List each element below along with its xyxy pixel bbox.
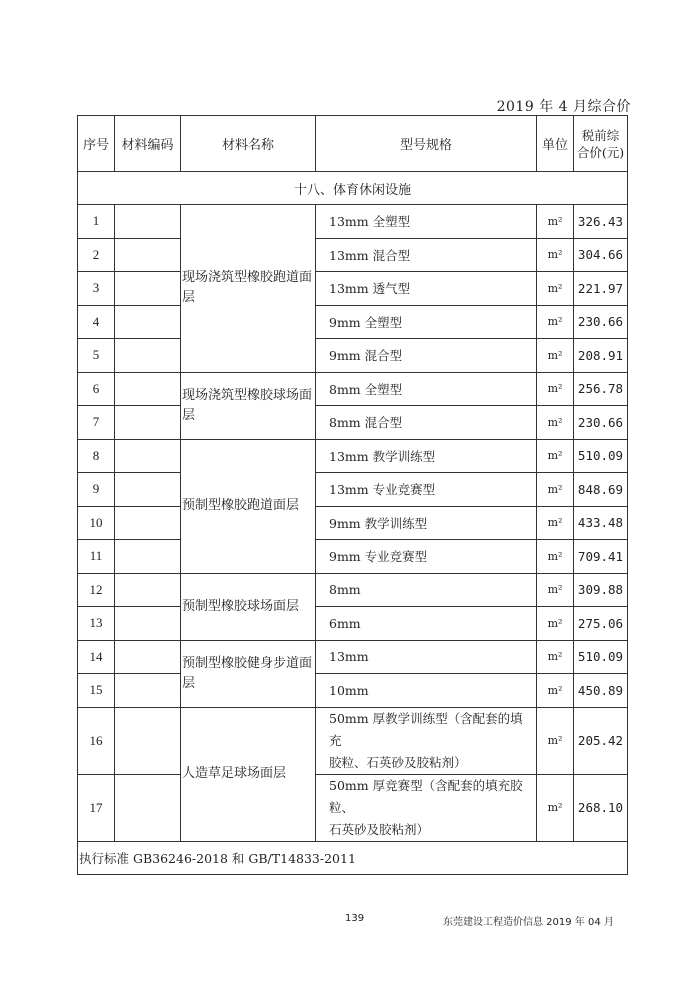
table-row: 3 13mm 透气型 m² 221.97 xyxy=(78,272,628,306)
material-name: 预制型橡胶健身步道面层 xyxy=(181,640,316,707)
section-row xyxy=(78,172,628,205)
section-title: 十八、体育休闲设施 xyxy=(78,172,628,205)
table-row: 8 预制型橡胶跑道面层 13mm 教学训练型 m² 510.09 xyxy=(78,439,628,473)
material-name: 现场浇筑型橡胶球场面层 xyxy=(181,372,316,439)
table-row: 14 预制型橡胶健身步道面层 13mm m² 510.09 xyxy=(78,640,628,674)
table-row: 10 9mm 教学训练型 m² 433.48 xyxy=(78,506,628,540)
table-row: 4 9mm 全塑型 m² 230.66 xyxy=(78,305,628,339)
header-price: 税前综 合价(元) xyxy=(574,116,628,172)
table-row: 17 50mm 厚竞赛型（含配套的填充胶粒、 石英砂及胶粘剂） m² 268.10 xyxy=(78,774,628,841)
header-no: 序号 xyxy=(78,116,115,172)
material-name: 预制型橡胶跑道面层 xyxy=(181,439,316,573)
table-header-row xyxy=(78,116,628,172)
table-row: 9 13mm 专业竞赛型 m² 848.69 xyxy=(78,473,628,507)
publication-info: 东莞建设工程造价信息 2019 年 04 月 xyxy=(443,917,614,928)
header-unit: 单位 xyxy=(537,116,574,172)
table-row: 2 13mm 混合型 m² 304.66 xyxy=(78,238,628,272)
material-name: 人造草足球场面层 xyxy=(181,707,316,841)
price-period-caption: 2019 年 4 月综合价 xyxy=(496,99,631,115)
table-row: 5 9mm 混合型 m² 208.91 xyxy=(78,339,628,373)
header-code: 材料编码 xyxy=(115,116,181,172)
page-number: 139 xyxy=(345,913,365,924)
table-row: 16 人造草足球场面层 50mm 厚教学训练型（含配套的填充 胶粒、石英砂及胶粘剂） m² 205.42 xyxy=(78,707,628,774)
table-row: 12 预制型橡胶球场面层 8mm m² 309.88 xyxy=(78,573,628,607)
price-table xyxy=(77,115,628,875)
material-name: 现场浇筑型橡胶跑道面层 xyxy=(181,205,316,373)
header-name: 材料名称 xyxy=(181,116,316,172)
standard-note-row xyxy=(78,841,628,874)
table-row: 15 10mm m² 450.89 xyxy=(78,674,628,708)
table-row: 13 6mm m² 275.06 xyxy=(78,607,628,641)
table-row: 6 现场浇筑型橡胶球场面层 8mm 全塑型 m² 256.78 xyxy=(78,372,628,406)
table-row: 1 现场浇筑型橡胶跑道面层 13mm 全塑型 m² 326.43 xyxy=(78,205,628,239)
spec-multiline: 50mm 厚竞赛型（含配套的填充胶粒、 石英砂及胶粘剂） xyxy=(316,774,537,841)
table-row: 7 8mm 混合型 m² 230.66 xyxy=(78,406,628,440)
table-row: 11 9mm 专业竞赛型 m² 709.41 xyxy=(78,540,628,574)
standard-note: 执行标准 GB36246-2018 和 GB/T14833-2011 xyxy=(78,841,628,874)
header-spec: 型号规格 xyxy=(316,116,537,172)
material-name: 预制型橡胶球场面层 xyxy=(181,573,316,640)
spec-multiline: 50mm 厚教学训练型（含配套的填充 胶粒、石英砂及胶粘剂） xyxy=(316,707,537,774)
